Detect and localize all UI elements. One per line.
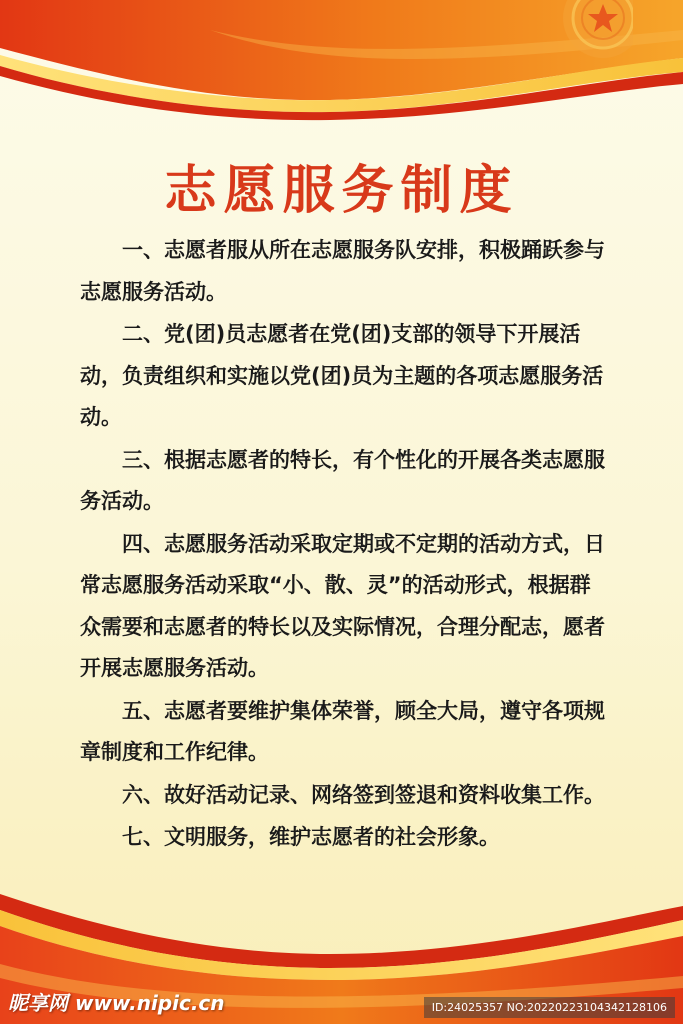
site-watermark: 昵享网 www.nipic.cn: [8, 991, 225, 1015]
regulation-item: 四、志愿服务活动采取定期或不定期的活动方式，日常志愿服务活动采取“小、散、灵”的活动形式，根据群众需要和志愿者的特长以及实际情况，合理分配志，愿者开展志愿服务活动。: [80, 531, 605, 680]
regulation-item: 三、根据志愿者的特长，有个性化的开展各类志愿服务活动。: [80, 447, 605, 513]
image-id-watermark: ID:24025357 NO:20220223104342128106: [424, 997, 675, 1018]
regulation-list: [80, 230, 610, 860]
page-title: 志愿服务制度: [164, 160, 519, 221]
regulation-item: 五、志愿者要维护集体荣誉，顾全大局，遵守各项规章制度和工作纪律。: [80, 698, 605, 764]
regulation-item: 二、党(团)员志愿者在党(团)支部的领导下开展活动，负责组织和实施以党(团)员为主题的各项志愿服务活动。: [80, 322, 604, 429]
emblem-icon: [533, 0, 633, 60]
regulation-item: 一、志愿者服从所在志愿服务队安排，积极踊跃参与志愿服务活动。: [80, 238, 605, 304]
regulation-item: 六、故好活动记录、网络签到签退和资料收集工作。: [122, 782, 605, 807]
regulation-item: 七、文明服务，维护志愿者的社会形象。: [122, 825, 500, 849]
